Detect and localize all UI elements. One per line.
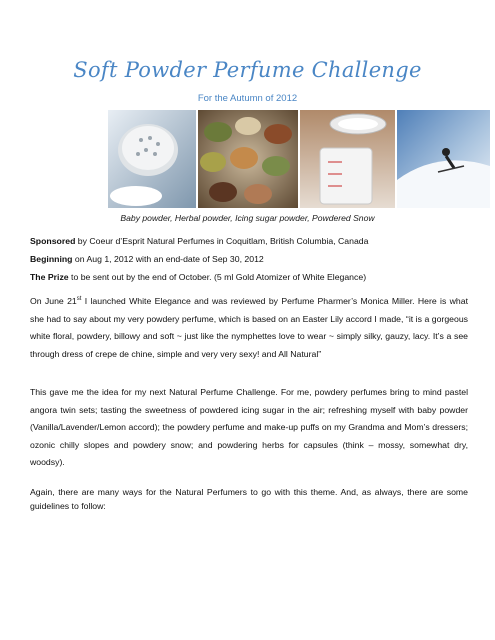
prize-line <box>30 272 480 283</box>
herbal-powder-photo <box>198 110 298 208</box>
paragraph-intro-sup: st <box>76 296 82 303</box>
paragraph-intro <box>30 293 468 363</box>
paragraph-intro-rest: I launched White Elegance and was reviewed by Perfume Pharmer’s Monica Miller. Here is what she had to say about my very powdery perfume, which is based on an Easter Lily accord I made, “it is a gorgeous white floral, powdery, billowy and soft ~ just like the nymphettes love to wear ~ simply silky, gauzy, lacy. It’s a see through dress of crepe de chine, simple and very very sexy! and All Natural” <box>30 296 469 359</box>
beginning-label: Beginning <box>30 254 73 264</box>
sponsored-text: by Coeur d’Esprit Natural Perfumes in Coquitlam, British Columbia, Canada <box>75 236 369 246</box>
beginning-text: on Aug 1, 2012 with an end-date of Sep 30, 2012 <box>72 254 264 264</box>
document-subtitle: For the Autumn of 2012 <box>197 93 298 104</box>
powdered-snow-photo <box>397 110 490 208</box>
paragraph-guidelines: Again, there are many ways for the Natural Perfumers to go with this theme. And, as always, there are some guidelines to follow: <box>30 487 468 511</box>
paragraph-intro-start: On June 21 <box>30 296 77 306</box>
photo-collage-svg <box>108 110 490 208</box>
icing-sugar-photo <box>300 110 395 208</box>
prize-text: to be sent out by the end of October. (5 ml Gold Atomizer of White Elegance) <box>68 272 367 282</box>
beginning-line <box>30 254 480 265</box>
baby-powder-photo <box>108 110 196 208</box>
document-title: Soft Powder Perfume Challenge <box>73 58 422 82</box>
sponsored-label: Sponsored <box>30 236 76 246</box>
paragraph-idea: This gave me the idea for my next Natural Perfume Challenge. For me, powdery perfumes bring to mind pastel angora twin sets; tasting the sweetness of powdered icing sugar in the air; refreshing myself with baby powder (Vanilla/Lavender/Lemon accord); the powdery perfume and make-up puffs on my Grandma and Mom’s dressers; ozonic chilly slopes and powdery snow; and powdering herbs for capsules (think – mossy, somewhat dry, woodsy). <box>30 387 468 467</box>
photo-caption: Baby powder, Herbal powder, Icing sugar powder, Powdered Snow <box>120 213 375 223</box>
sponsored-line <box>30 236 480 247</box>
photo-collage <box>108 110 490 208</box>
prize-label: The Prize <box>30 272 69 282</box>
